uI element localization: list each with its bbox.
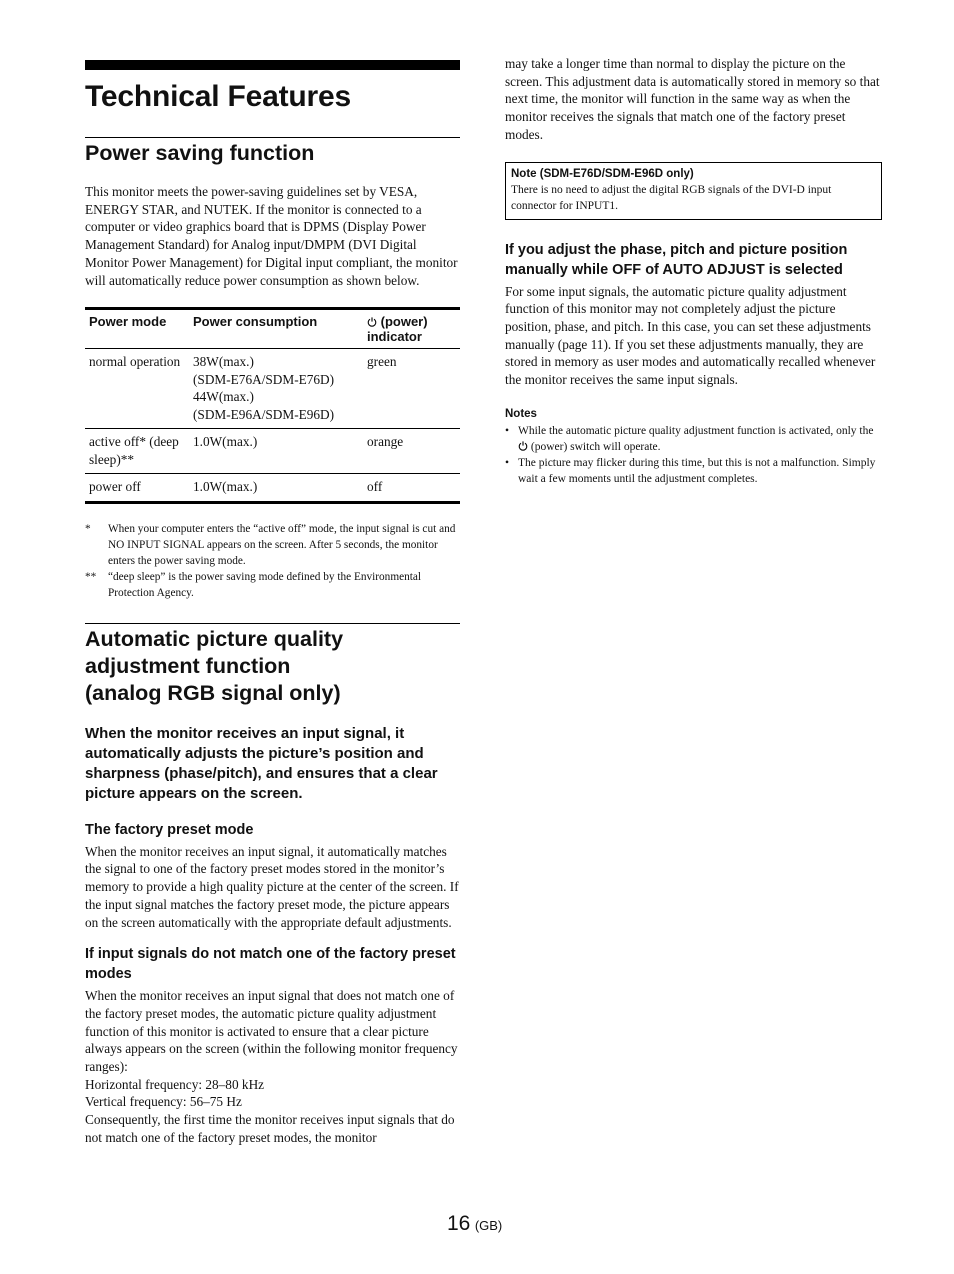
footnote-text: When your computer enters the “active off” mode, the input signal is cut and NO INPUT SIGNAL appears on the screen. After 5 seconds, the monitor enters the power saving mode. [108,522,456,567]
manual-adjust-body: For some input signals, the automatic picture quality adjustment function of this monitor may not completely adjust the picture position, phase, and pitch. In this case, you can set these adjustments manually (page 11). If you set these adjustments manually, they are stored in memory as user modes and automatically recalled whenever the monitor receives the same input signals. [505,283,876,388]
header-power-mode: Power mode [85,309,189,349]
cell-indicator: off [363,474,460,503]
notes-list [505,423,882,487]
footnote [85,521,460,569]
footnote-mark: * [85,522,91,535]
auto-adjust-heading: Automatic picture quality adjustment function (analog RGB signal only) [85,626,344,705]
right-column [505,55,882,487]
power-saving-intro: This monitor meets the power-saving guidelines set by VESA, ENERGY STAR, and NUTEK. If the monitor is connected to a computer or video graphics board that is DPMS (Display Power Management Standard) for Analog input/DMPM (DVI Digital Monitor Power Management) for Digital input compliant, the monitor will automatically reduce power consumption as shown below. [85,184,458,288]
power-icon [518,441,528,451]
table-row [85,349,460,429]
no-match-body: When the monitor receives an input signal that does not match one of the factory preset modes, the automatic picture quality adjustment function of this monitor is activated to ensure that a clear picture always appears on the screen (within the following monitor frequency ranges): [85,988,458,1075]
cell-consumption: 1.0W(max.) [189,429,363,474]
cell-mode: normal operation [85,349,189,429]
no-match-continuation: may take a longer time than normal to display the picture on the screen. This adjustment data is automatically stored in memory so that next time, the monitor will function in the same way as when the monitor receives the signals that match one of the factory preset modes. [505,56,880,142]
footnote-mark: ** [85,570,97,583]
table-header-row [85,309,460,349]
left-column [85,60,460,1147]
power-icon [367,317,377,327]
no-match-consequence: Consequently, the first time the monitor receives input signals that do not match one of the factory preset modes, the monitor [85,1112,455,1145]
cell-indicator: green [363,349,460,429]
note-box-body: There is no need to adjust the digital RGB signals of the DVI-D input connector for INPUT1. [511,183,832,212]
horizontal-frequency: Horizontal frequency: 28–80 kHz [85,1076,265,1092]
list-item: • The picture may flicker during this time, but this is not a malfunction. Simply wait a few moments until the adjustment completes. [505,456,876,485]
factory-preset-heading: The factory preset mode [85,821,254,838]
notes-title: Notes [505,407,537,420]
title-bar-rule [85,60,460,70]
cell-consumption: 1.0W(max.) [189,474,363,503]
page-title: Technical Features [85,80,351,113]
footnote-text: “deep sleep” is the power saving mode defined by the Environmental Protection Agency. [108,570,422,599]
auto-adjust-lead: When the monitor receives an input signal, it automatically adjusts the picture’s position and sharpness (phase/pitch), and ensures that a clear picture appears on the screen. [85,724,438,802]
cell-consumption: 38W(max.) (SDM-E76A/SDM-E76D) 44W(max.) (SDM-E96A/SDM-E96D) [189,349,363,429]
manual-adjust-heading: If you adjust the phase, pitch and picture position manually while OFF of AUTO ADJUST is selected [505,241,848,278]
page-number [447,1212,502,1236]
table-row [85,429,460,474]
table-row [85,474,460,503]
section-divider [85,623,460,624]
note-box [505,162,882,220]
page-number-value: 16 [447,1212,471,1235]
vertical-frequency: Vertical frequency: 56–75 Hz [85,1094,242,1110]
page-number-suffix: (GB) [474,1218,503,1233]
factory-preset-body: When the monitor receives an input signal, it automatically matches the signal to one of the factory preset modes stored in the monitor’s memory to provide a high quality picture at the center of the screen. If the input signal matches the factory preset mode, the picture appears on the screen automatically with the appropriate default adjustments. [85,843,459,930]
list-item: • While the automatic picture quality adjustment function is activated, only the (power) switch will operate. [505,424,874,453]
header-power-indicator: (power) indicator [363,309,460,349]
power-mode-table [85,307,460,504]
section-divider [85,137,460,138]
no-match-heading: If input signals do not match one of the factory preset modes [85,946,456,983]
cell-indicator: orange [363,429,460,474]
header-power-consumption: Power consumption [189,309,363,349]
cell-mode: power off [85,474,189,503]
note-box-title: Note (SDM-E76D/SDM-E96D only) [511,167,694,180]
power-saving-heading: Power saving function [85,141,315,165]
cell-mode: active off* (deep sleep)** [85,429,189,474]
footnotes [85,521,460,601]
footnote [85,569,460,601]
